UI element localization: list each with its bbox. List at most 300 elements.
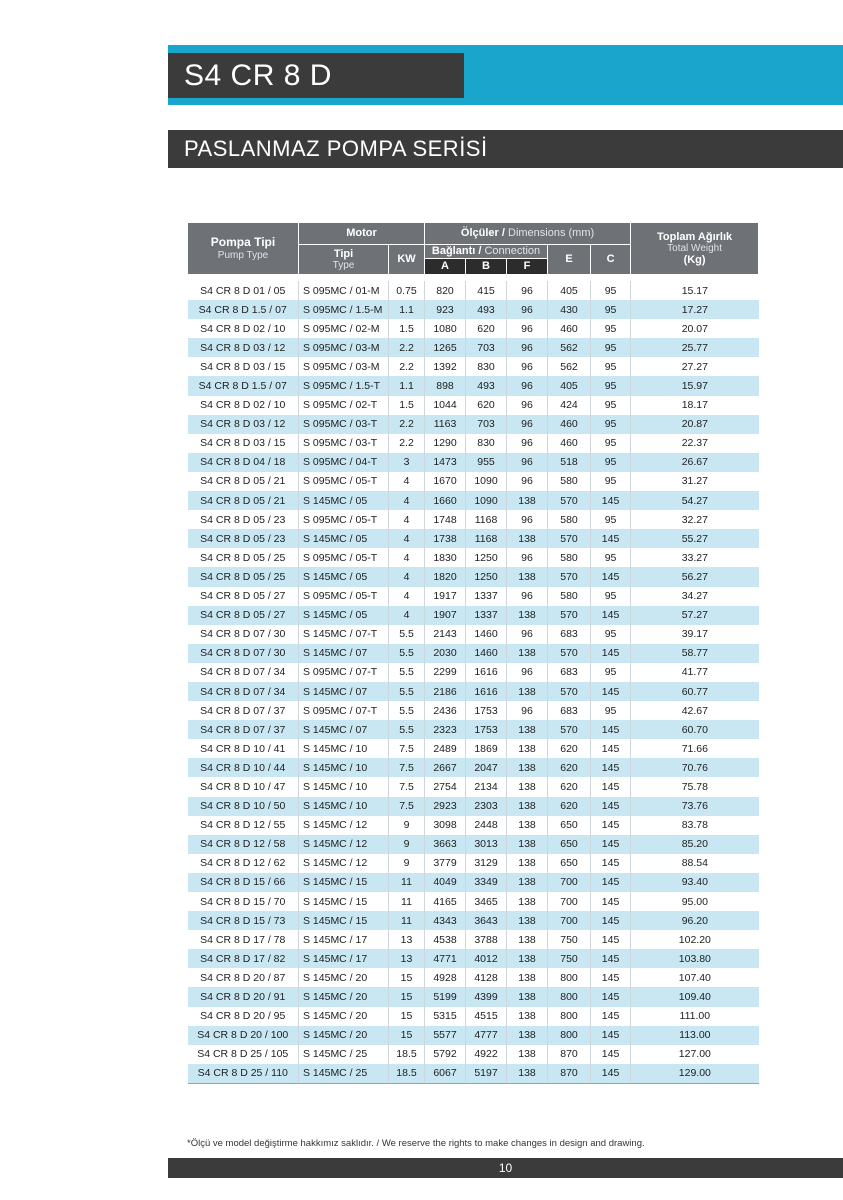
dim-a-cell: 1738	[425, 529, 466, 548]
kw-cell: 7.5	[389, 739, 425, 758]
motor-type-cell: S 095MC / 03-M	[299, 357, 389, 376]
dim-a-cell: 1473	[425, 453, 466, 472]
dim-f-cell: 96	[507, 396, 548, 415]
motor-type-cell: S 145MC / 20	[299, 1026, 389, 1045]
dim-e-cell: 580	[548, 548, 591, 567]
motor-type-cell: S 145MC / 10	[299, 777, 389, 796]
motor-type-cell: S 145MC / 20	[299, 968, 389, 987]
weight-cell: 58.77	[631, 644, 759, 663]
table-row	[188, 491, 759, 510]
kw-cell: 2.2	[389, 415, 425, 434]
motor-type-cell: S 095MC / 05-T	[299, 587, 389, 606]
dim-a-cell: 6067	[425, 1064, 466, 1084]
weight-cell: 129.00	[631, 1064, 759, 1084]
weight-cell: 17.27	[631, 300, 759, 319]
dim-f-cell: 138	[507, 567, 548, 586]
dim-b-cell: 1460	[466, 625, 507, 644]
kw-cell: 1.5	[389, 319, 425, 338]
dim-e-cell: 580	[548, 472, 591, 491]
dim-e-cell: 683	[548, 663, 591, 682]
kg-label: (Kg)	[683, 254, 706, 266]
dim-b-cell: 2047	[466, 758, 507, 777]
dim-f-cell: 138	[507, 758, 548, 777]
dim-f-cell: 138	[507, 968, 548, 987]
dim-b-cell: 1250	[466, 567, 507, 586]
weight-cell: 83.78	[631, 816, 759, 835]
dim-f-cell: 96	[507, 701, 548, 720]
weight-cell: 71.66	[631, 739, 759, 758]
dim-b-cell: 415	[466, 281, 507, 300]
weight-cell: 73.76	[631, 797, 759, 816]
dimensions-header	[425, 223, 631, 245]
dim-e-cell: 800	[548, 987, 591, 1006]
dim-c-cell: 145	[591, 987, 631, 1006]
kw-cell: 5.5	[389, 720, 425, 739]
dim-b-cell: 1250	[466, 548, 507, 567]
dim-c-cell: 95	[591, 663, 631, 682]
dim-b-cell: 830	[466, 434, 507, 453]
dim-b-cell: 620	[466, 396, 507, 415]
pump-type-cell: S4 CR 8 D 05 / 27	[188, 606, 299, 625]
dim-a-cell: 923	[425, 300, 466, 319]
kw-cell: 5.5	[389, 625, 425, 644]
dim-c-cell: 95	[591, 510, 631, 529]
dim-c-cell: 95	[591, 376, 631, 395]
table-row	[188, 415, 759, 434]
table-row	[188, 376, 759, 395]
dim-a-cell: 1163	[425, 415, 466, 434]
dim-e-cell: 650	[548, 835, 591, 854]
dim-b-cell: 4777	[466, 1026, 507, 1045]
dim-c-cell: 145	[591, 606, 631, 625]
pump-type-cell: S4 CR 8 D 25 / 105	[188, 1045, 299, 1064]
dim-c-cell: 145	[591, 758, 631, 777]
dim-f-cell: 138	[507, 854, 548, 873]
kw-cell: 2.2	[389, 357, 425, 376]
pump-type-cell: S4 CR 8 D 03 / 12	[188, 415, 299, 434]
dim-f-cell: 138	[507, 720, 548, 739]
dim-c-cell: 95	[591, 338, 631, 357]
pump-type-cell: S4 CR 8 D 20 / 95	[188, 1007, 299, 1026]
dim-c-cell: 145	[591, 968, 631, 987]
dim-e-cell: 562	[548, 338, 591, 357]
dim-f-cell: 138	[507, 1064, 548, 1084]
kw-cell: 15	[389, 987, 425, 1006]
motor-type-cell: S 145MC / 15	[299, 892, 389, 911]
dim-a-cell: 1907	[425, 606, 466, 625]
dim-c-cell: 95	[591, 281, 631, 300]
dim-a-cell: 1265	[425, 338, 466, 357]
kw-cell: 4	[389, 491, 425, 510]
dim-b-cell: 1337	[466, 606, 507, 625]
weight-cell: 57.27	[631, 606, 759, 625]
dim-e-cell: 620	[548, 777, 591, 796]
weight-cell: 95.00	[631, 892, 759, 911]
dim-c-cell: 145	[591, 777, 631, 796]
motor-type-cell: S 095MC / 02-M	[299, 319, 389, 338]
dim-b-cell: 4128	[466, 968, 507, 987]
pump-type-cell: S4 CR 8 D 07 / 37	[188, 701, 299, 720]
motor-type-cell: S 145MC / 20	[299, 987, 389, 1006]
dim-c-cell: 95	[591, 587, 631, 606]
dim-b-cell: 1337	[466, 587, 507, 606]
connection-header	[425, 245, 548, 259]
spec-table	[187, 222, 759, 1084]
dim-a-cell: 4538	[425, 930, 466, 949]
dim-f-cell: 138	[507, 835, 548, 854]
pump-type-cell: S4 CR 8 D 07 / 34	[188, 663, 299, 682]
pump-type-cell: S4 CR 8 D 07 / 30	[188, 625, 299, 644]
table-row	[188, 949, 759, 968]
dim-a-cell: 1080	[425, 319, 466, 338]
pump-type-cell: S4 CR 8 D 17 / 78	[188, 930, 299, 949]
dim-c-cell: 145	[591, 739, 631, 758]
pump-type-cell: S4 CR 8 D 20 / 87	[188, 968, 299, 987]
kw-cell: 5.5	[389, 701, 425, 720]
pump-type-cell: S4 CR 8 D 12 / 58	[188, 835, 299, 854]
dim-f-cell: 96	[507, 415, 548, 434]
dim-e-cell: 683	[548, 625, 591, 644]
pump-type-cell: S4 CR 8 D 02 / 10	[188, 319, 299, 338]
motor-type-cell: S 095MC / 04-T	[299, 453, 389, 472]
table-row	[188, 663, 759, 682]
dim-b-cell: 1090	[466, 491, 507, 510]
dim-f-cell: 138	[507, 777, 548, 796]
dim-b-cell: 3788	[466, 930, 507, 949]
kw-cell: 0.75	[389, 281, 425, 300]
table-row	[188, 835, 759, 854]
dim-b-cell: 493	[466, 376, 507, 395]
table-row	[188, 968, 759, 987]
weight-cell: 102.20	[631, 930, 759, 949]
dim-c-cell: 145	[591, 949, 631, 968]
dim-a-cell: 4165	[425, 892, 466, 911]
dim-a-cell: 3098	[425, 816, 466, 835]
dim-a-cell: 2186	[425, 682, 466, 701]
weight-cell: 85.20	[631, 835, 759, 854]
dim-a-cell: 1748	[425, 510, 466, 529]
motor-type-cell: S 095MC / 07-T	[299, 701, 389, 720]
weight-cell: 56.27	[631, 567, 759, 586]
dim-e-cell: 870	[548, 1045, 591, 1064]
pump-type-en-label: Pump Type	[217, 249, 269, 261]
table-row	[188, 567, 759, 586]
motor-type-cell: S 145MC / 15	[299, 873, 389, 892]
motor-type-cell: S 095MC / 03-T	[299, 434, 389, 453]
kw-cell: 11	[389, 911, 425, 930]
table-row	[188, 739, 759, 758]
pump-type-cell: S4 CR 8 D 03 / 12	[188, 338, 299, 357]
dim-b-cell: 955	[466, 453, 507, 472]
dim-c-header: C	[591, 245, 631, 275]
table-row	[188, 453, 759, 472]
dim-a-cell: 5315	[425, 1007, 466, 1026]
dim-a-cell: 1820	[425, 567, 466, 586]
pump-type-label: Pompa Tipi	[210, 235, 276, 250]
dim-e-cell: 518	[548, 453, 591, 472]
dim-c-cell: 145	[591, 1026, 631, 1045]
dim-c-cell: 145	[591, 854, 631, 873]
pump-type-cell: S4 CR 8 D 15 / 73	[188, 911, 299, 930]
dim-a-cell: 820	[425, 281, 466, 300]
table-body	[188, 275, 759, 1084]
dim-e-cell: 570	[548, 682, 591, 701]
motor-type-cell: S 095MC / 07-T	[299, 663, 389, 682]
weight-cell: 26.67	[631, 453, 759, 472]
dim-b-cell: 1460	[466, 644, 507, 663]
weight-cell: 111.00	[631, 1007, 759, 1026]
kw-cell: 4	[389, 567, 425, 586]
dim-f-cell: 96	[507, 587, 548, 606]
dim-c-cell: 95	[591, 300, 631, 319]
motor-type-cell: S 095MC / 1.5-T	[299, 376, 389, 395]
motor-type-cell: S 145MC / 17	[299, 930, 389, 949]
motor-type-header	[299, 245, 389, 275]
motor-type-cell: S 145MC / 12	[299, 835, 389, 854]
footnote: *Ölçü ve model değiştirme hakkımız saklıdır. / We reserve the rights to make changes in design and drawing.	[187, 1138, 645, 1149]
dim-c-cell: 145	[591, 816, 631, 835]
dim-f-cell: 138	[507, 529, 548, 548]
kw-cell: 4	[389, 472, 425, 491]
dim-a-header: A	[425, 259, 466, 275]
pump-type-cell: S4 CR 8 D 03 / 15	[188, 434, 299, 453]
dim-e-cell: 570	[548, 491, 591, 510]
dim-a-cell: 1660	[425, 491, 466, 510]
kw-cell: 4	[389, 529, 425, 548]
weight-cell: 42.67	[631, 701, 759, 720]
dim-e-cell: 430	[548, 300, 591, 319]
pump-type-cell: S4 CR 8 D 12 / 62	[188, 854, 299, 873]
dim-e-cell: 800	[548, 1007, 591, 1026]
dim-c-cell: 145	[591, 567, 631, 586]
kw-cell: 18.5	[389, 1064, 425, 1084]
table-row	[188, 987, 759, 1006]
table-row	[188, 300, 759, 319]
pump-type-cell: S4 CR 8 D 25 / 110	[188, 1064, 299, 1084]
dim-e-cell: 570	[548, 567, 591, 586]
motor-header: Motor	[299, 223, 425, 245]
dim-a-cell: 4771	[425, 949, 466, 968]
pump-type-cell: S4 CR 8 D 07 / 30	[188, 644, 299, 663]
dim-f-cell: 96	[507, 434, 548, 453]
pump-type-cell: S4 CR 8 D 12 / 55	[188, 816, 299, 835]
pump-type-cell: S4 CR 8 D 10 / 47	[188, 777, 299, 796]
weight-cell: 22.37	[631, 434, 759, 453]
connection-en-label: Connection	[484, 245, 541, 258]
dim-c-cell: 145	[591, 1064, 631, 1084]
pump-type-cell: S4 CR 8 D 17 / 82	[188, 949, 299, 968]
kw-header: KW	[389, 245, 425, 275]
dim-b-cell: 1616	[466, 663, 507, 682]
dim-f-cell: 96	[507, 663, 548, 682]
motor-type-cell: S 095MC / 05-T	[299, 472, 389, 491]
motor-type-cell: S 145MC / 25	[299, 1064, 389, 1084]
kw-cell: 18.5	[389, 1045, 425, 1064]
dim-f-cell: 96	[507, 453, 548, 472]
dim-b-cell: 5197	[466, 1064, 507, 1084]
motor-type-cell: S 145MC / 07	[299, 644, 389, 663]
dim-f-cell: 96	[507, 472, 548, 491]
motor-type-label: Tipi	[333, 247, 354, 260]
dim-f-cell: 96	[507, 357, 548, 376]
dim-c-cell: 145	[591, 1045, 631, 1064]
pump-type-cell: S4 CR 8 D 10 / 41	[188, 739, 299, 758]
total-weight-header	[631, 223, 759, 275]
dim-f-cell: 138	[507, 911, 548, 930]
weight-cell: 15.97	[631, 376, 759, 395]
dim-c-cell: 95	[591, 434, 631, 453]
dim-f-cell: 96	[507, 319, 548, 338]
dim-c-cell: 145	[591, 644, 631, 663]
kw-cell: 9	[389, 835, 425, 854]
motor-type-cell: S 145MC / 05	[299, 529, 389, 548]
weight-cell: 54.27	[631, 491, 759, 510]
dim-b-cell: 493	[466, 300, 507, 319]
motor-type-cell: S 095MC / 03-M	[299, 338, 389, 357]
dim-c-cell: 95	[591, 701, 631, 720]
dim-b-cell: 1168	[466, 529, 507, 548]
dim-f-cell: 96	[507, 300, 548, 319]
dim-e-cell: 683	[548, 701, 591, 720]
weight-cell: 55.27	[631, 529, 759, 548]
motor-type-cell: S 145MC / 07	[299, 720, 389, 739]
dim-b-cell: 1753	[466, 701, 507, 720]
weight-cell: 33.27	[631, 548, 759, 567]
kw-cell: 13	[389, 930, 425, 949]
dim-e-cell: 620	[548, 797, 591, 816]
dim-a-cell: 2030	[425, 644, 466, 663]
dim-a-cell: 2754	[425, 777, 466, 796]
dim-e-cell: 570	[548, 529, 591, 548]
pump-type-cell: S4 CR 8 D 07 / 34	[188, 682, 299, 701]
dim-e-cell: 460	[548, 434, 591, 453]
dim-c-cell: 95	[591, 415, 631, 434]
dim-c-cell: 145	[591, 720, 631, 739]
pump-type-cell: S4 CR 8 D 10 / 50	[188, 797, 299, 816]
dim-a-cell: 2323	[425, 720, 466, 739]
pump-type-cell: S4 CR 8 D 15 / 70	[188, 892, 299, 911]
motor-type-cell: S 145MC / 05	[299, 491, 389, 510]
dim-a-cell: 5199	[425, 987, 466, 1006]
kw-cell: 4	[389, 510, 425, 529]
dim-b-cell: 4515	[466, 1007, 507, 1026]
kw-cell: 11	[389, 873, 425, 892]
motor-type-cell: S 095MC / 1.5-M	[299, 300, 389, 319]
weight-cell: 60.77	[631, 682, 759, 701]
dim-b-cell: 620	[466, 319, 507, 338]
motor-type-cell: S 145MC / 20	[299, 1007, 389, 1026]
dim-f-header: F	[507, 259, 548, 275]
dim-a-cell: 2489	[425, 739, 466, 758]
dim-c-cell: 95	[591, 472, 631, 491]
dim-a-cell: 2299	[425, 663, 466, 682]
dim-a-cell: 5792	[425, 1045, 466, 1064]
dim-f-cell: 96	[507, 510, 548, 529]
dim-e-cell: 405	[548, 281, 591, 300]
dim-c-cell: 145	[591, 911, 631, 930]
table-row	[188, 816, 759, 835]
motor-type-cell: S 095MC / 01-M	[299, 281, 389, 300]
pump-type-cell: S4 CR 8 D 05 / 27	[188, 587, 299, 606]
table-row	[188, 529, 759, 548]
dim-b-cell: 3643	[466, 911, 507, 930]
dim-a-cell: 1392	[425, 357, 466, 376]
weight-cell: 127.00	[631, 1045, 759, 1064]
dim-f-cell: 138	[507, 644, 548, 663]
table-row	[188, 1045, 759, 1064]
dim-c-cell: 145	[591, 529, 631, 548]
kw-cell: 15	[389, 1007, 425, 1026]
table-row	[188, 319, 759, 338]
table-row	[188, 606, 759, 625]
dim-f-cell: 138	[507, 739, 548, 758]
weight-cell: 60.70	[631, 720, 759, 739]
kw-cell: 2.2	[389, 338, 425, 357]
pump-type-cell: S4 CR 8 D 05 / 25	[188, 548, 299, 567]
pump-type-header	[188, 223, 299, 275]
kw-cell: 3	[389, 453, 425, 472]
dim-f-cell: 138	[507, 987, 548, 1006]
dim-a-cell: 2143	[425, 625, 466, 644]
dim-c-cell: 145	[591, 873, 631, 892]
motor-type-cell: S 145MC / 10	[299, 797, 389, 816]
dim-e-cell: 800	[548, 968, 591, 987]
weight-cell: 32.27	[631, 510, 759, 529]
motor-type-en-label: Type	[332, 260, 355, 272]
dim-b-cell: 4922	[466, 1045, 507, 1064]
pump-type-cell: S4 CR 8 D 03 / 15	[188, 357, 299, 376]
motor-type-cell: S 095MC / 05-T	[299, 510, 389, 529]
dim-b-cell: 1616	[466, 682, 507, 701]
dim-e-cell: 460	[548, 319, 591, 338]
table-row	[188, 930, 759, 949]
footer-bar	[168, 1158, 843, 1178]
table-row	[188, 1064, 759, 1084]
weight-cell: 25.77	[631, 338, 759, 357]
table-row	[188, 701, 759, 720]
dim-a-cell: 5577	[425, 1026, 466, 1045]
weight-cell: 41.77	[631, 663, 759, 682]
dim-b-cell: 4399	[466, 987, 507, 1006]
dim-e-cell: 750	[548, 949, 591, 968]
dim-e-cell: 460	[548, 415, 591, 434]
motor-type-cell: S 145MC / 07-T	[299, 625, 389, 644]
dim-f-cell: 138	[507, 606, 548, 625]
total-weight-en-label: Total Weight	[667, 243, 722, 254]
dim-b-cell: 1753	[466, 720, 507, 739]
pump-type-cell: S4 CR 8 D 05 / 25	[188, 567, 299, 586]
dim-f-cell: 138	[507, 1045, 548, 1064]
weight-cell: 93.40	[631, 873, 759, 892]
dim-f-cell: 138	[507, 1007, 548, 1026]
dim-c-cell: 95	[591, 319, 631, 338]
model-title: S4 CR 8 D	[168, 53, 464, 98]
table-row	[188, 777, 759, 796]
kw-cell: 7.5	[389, 797, 425, 816]
kw-cell: 1.1	[389, 376, 425, 395]
table-row	[188, 587, 759, 606]
table-header	[188, 223, 759, 275]
dim-a-cell: 3779	[425, 854, 466, 873]
weight-cell: 15.17	[631, 281, 759, 300]
dim-c-cell: 145	[591, 491, 631, 510]
motor-type-cell: S 145MC / 10	[299, 758, 389, 777]
table-row	[188, 644, 759, 663]
page-number: 10	[498, 1161, 513, 1175]
weight-cell: 109.40	[631, 987, 759, 1006]
series-title: PASLANMAZ POMPA SERİSİ	[168, 130, 843, 168]
motor-type-cell: S 145MC / 10	[299, 739, 389, 758]
